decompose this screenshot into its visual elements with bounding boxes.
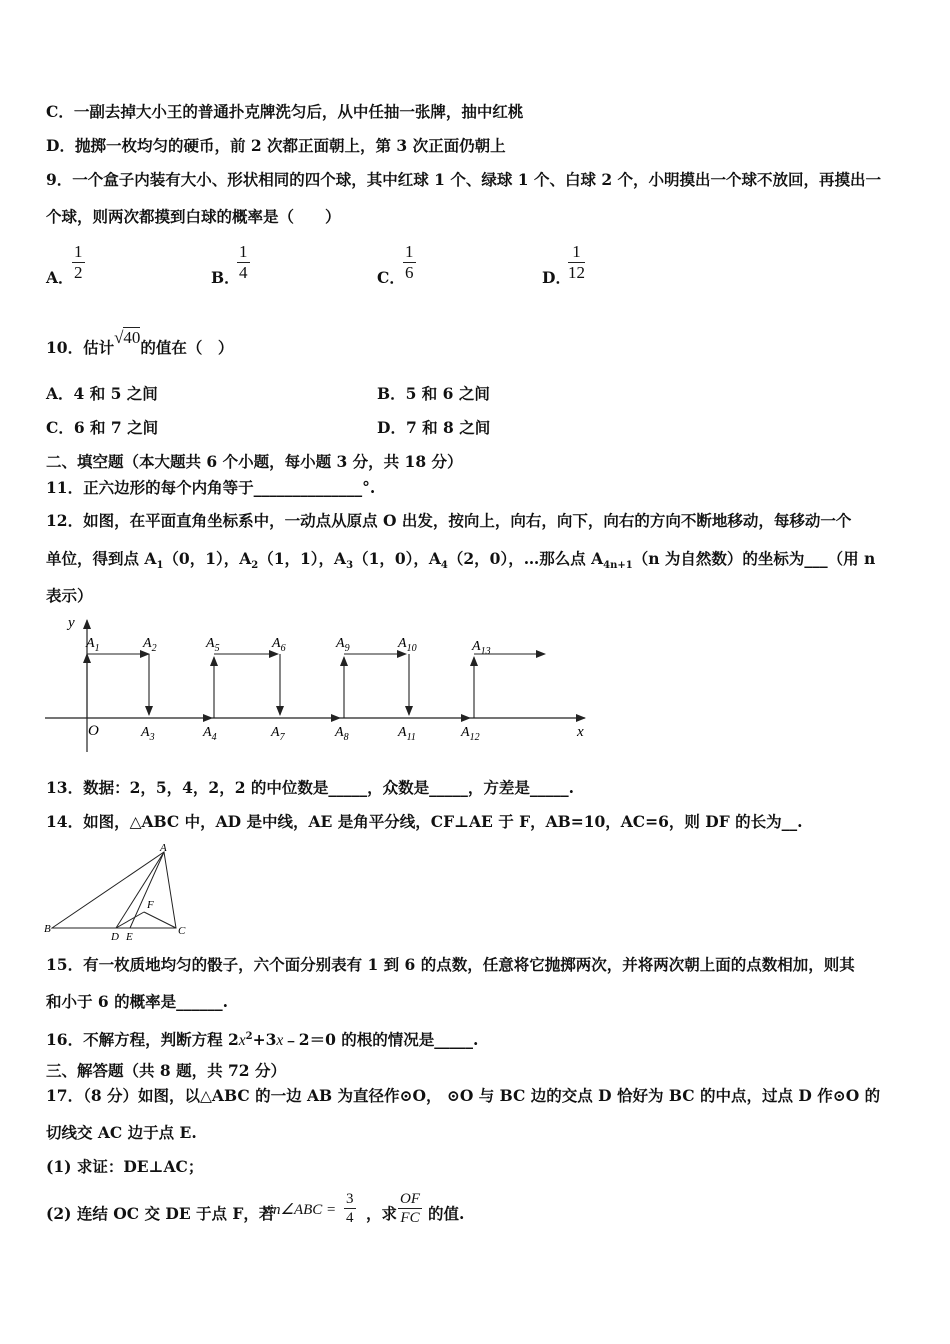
q9-option-c-letter: C． [377, 268, 405, 287]
q16-text: 16．不解方程，判断方程 2 [46, 1030, 239, 1050]
q12-coordinate-figure [40, 612, 600, 754]
subscript: 1 [156, 560, 164, 572]
q9-option-c-fraction [403, 242, 416, 283]
q12-text: （1，1），A [258, 549, 347, 568]
q9-option-d-fraction [568, 242, 585, 283]
q12-stem-line1: 12．如图，在平面直角坐标系中，一动点从原点 O 出发，按向上，向右，向下，向右的方向不断地移动，每移动一个 [46, 511, 852, 530]
q10-suffix: 的值在（ ） [140, 338, 234, 357]
y-axis-label: y [68, 615, 75, 631]
subscript: 4n+1 [603, 560, 633, 572]
q8-option-c: C．一副去掉大小王的普通扑克牌洗匀后，从中任抽一张牌，抽中红桃 [46, 102, 524, 121]
q10-option-a: A．4 和 5 之间 [46, 384, 158, 403]
sin-fraction [344, 1190, 356, 1227]
numerator: 1 [74, 242, 83, 261]
q10-option-d: D．7 和 8 之间 [377, 418, 491, 437]
q17-part2-mid: ，求 [366, 1204, 398, 1223]
q17-part2-suffix: 的值. [428, 1204, 465, 1223]
denominator: FC [400, 1210, 420, 1226]
q9-stem-line2: 个球，则两次都摸到白球的概率是（ ） [46, 207, 341, 226]
q12-text: 单位，得到点 A [46, 549, 157, 568]
q13-stem: 13．数据：2，5，4，2，2 的中位数是_____，众数是_____，方差是_____. [46, 778, 575, 797]
q10-prefix: 10．估计 [46, 338, 115, 357]
sin-expression: sin∠ABC = [263, 1202, 337, 1218]
point-d: D [111, 931, 119, 943]
numerator: 1 [405, 242, 414, 261]
section-3-heading: 三、解答题（共 8 题，共 72 分） [46, 1061, 286, 1080]
q12-text: （1，0），A [353, 549, 441, 568]
radicand: 40 [123, 328, 141, 347]
q11-stem: 11．正六边形的每个内角等于______________°. [46, 478, 376, 497]
denominator: 2 [74, 263, 83, 282]
q9-option-b-fraction [237, 242, 250, 283]
label-a11: $A_{11}$ [398, 725, 416, 743]
denominator: 4 [346, 1210, 354, 1226]
label-a2: $A_2$ [143, 636, 157, 654]
q16-stem [46, 1027, 478, 1051]
q12-stem-line3: 表示） [46, 586, 93, 605]
q12-text: （2，0），…那么点 A [447, 549, 604, 568]
label-a3: $A_3$ [141, 725, 155, 743]
q17-part2-prefix: (2) 连结 OC 交 DE 于点 F，若 [46, 1204, 275, 1223]
subscript: 2 [251, 560, 259, 572]
label-a1: $A_1$ [86, 636, 100, 654]
q9-stem-line1: 9．一个盒子内装有大小、形状相同的四个球，其中红球 1 个、绿球 1 个、白球 2 个，小明摸出一个球不放回，再摸出一 [46, 170, 882, 189]
q10-option-b: B．5 和 6 之间 [377, 384, 490, 403]
radical-sign: √ [114, 328, 124, 347]
label-a4: $A_4$ [203, 725, 217, 743]
q9-option-a-letter: A． [46, 268, 74, 287]
point-f: F [147, 899, 154, 911]
q12-text: （n 为自然数）的坐标为___（用 n [632, 549, 876, 568]
q9-option-a-fraction [72, 242, 85, 283]
q9-option-d-letter: D． [542, 268, 571, 287]
subscript: 4 [440, 560, 448, 572]
sqrt-expression [114, 328, 140, 348]
label-a5: $A_5$ [206, 636, 220, 654]
section-2-heading: 二、填空题（本大题共 6 个小题，每小题 3 分，共 18 分） [46, 452, 463, 471]
denominator: 6 [405, 263, 414, 282]
variable-x: x [238, 1032, 246, 1050]
label-a12: $A_{12}$ [461, 725, 480, 743]
q16-text: ﹣2＝0 的根的情况是_____. [283, 1030, 479, 1050]
q15-stem-line2: 和小于 6 的概率是______. [46, 992, 228, 1011]
vertex-a: A [160, 842, 167, 854]
q17-stem-line2: 切线交 AC 边于点 E. [46, 1123, 197, 1142]
denominator: 4 [239, 263, 248, 282]
label-a7: $A_7$ [271, 725, 285, 743]
vertex-c: C [178, 925, 186, 937]
path-segments [87, 654, 545, 718]
subscript: 3 [346, 560, 354, 572]
numerator: 1 [239, 242, 248, 261]
exponent: 2 [245, 1031, 253, 1042]
q14-triangle-figure [40, 840, 200, 944]
q10-option-c: C．6 和 7 之间 [46, 418, 159, 437]
q15-stem-line1: 15．有一枚质地均匀的骰子，六个面分别表有 1 到 6 的点数，任意将它抛掷两次，并将两次朝上面的点数相加，则其 [46, 955, 855, 974]
label-a6: $A_6$ [272, 636, 286, 654]
q9-option-b-letter: B． [211, 268, 240, 287]
denominator: 12 [568, 263, 585, 282]
q8-option-d: D．抛掷一枚均匀的硬币，前 2 次都正面朝上，第 3 次正面仍朝上 [46, 136, 506, 155]
label-a8: $A_8$ [335, 725, 349, 743]
vertex-b: B [44, 923, 51, 935]
q10-stem [46, 328, 234, 358]
q12-stem-line2 [46, 549, 875, 576]
q12-text: （0，1），A [163, 549, 252, 568]
label-a9: $A_9$ [336, 636, 350, 654]
label-a10: $A_{10}$ [398, 636, 417, 654]
ratio-fraction [398, 1190, 422, 1227]
origin-label: O [88, 723, 99, 739]
q17-part1: (1) 求证：DE⊥AC； [46, 1157, 204, 1176]
label-a13: $A_{13}$ [472, 639, 491, 657]
q16-text: +3 [252, 1030, 277, 1050]
x-axis-label: x [577, 724, 584, 740]
q17-stem-line1: 17．（8 分）如图，以△ABC 的一边 AB 为直径作⊙O， ⊙O 与 BC 边的交点 D 恰好为 BC 的中点，过点 D 作⊙O 的 [46, 1086, 881, 1105]
variable-x: x [276, 1032, 284, 1050]
q14-stem: 14．如图，△ABC 中，AD 是中线，AE 是角平分线，CF⊥AE 于 F，AB=10，AC=6，则 DF 的长为__. [46, 812, 803, 831]
point-e: E [126, 931, 133, 943]
numerator: 3 [346, 1191, 354, 1207]
numerator: OF [400, 1191, 420, 1207]
numerator: 1 [568, 242, 585, 263]
